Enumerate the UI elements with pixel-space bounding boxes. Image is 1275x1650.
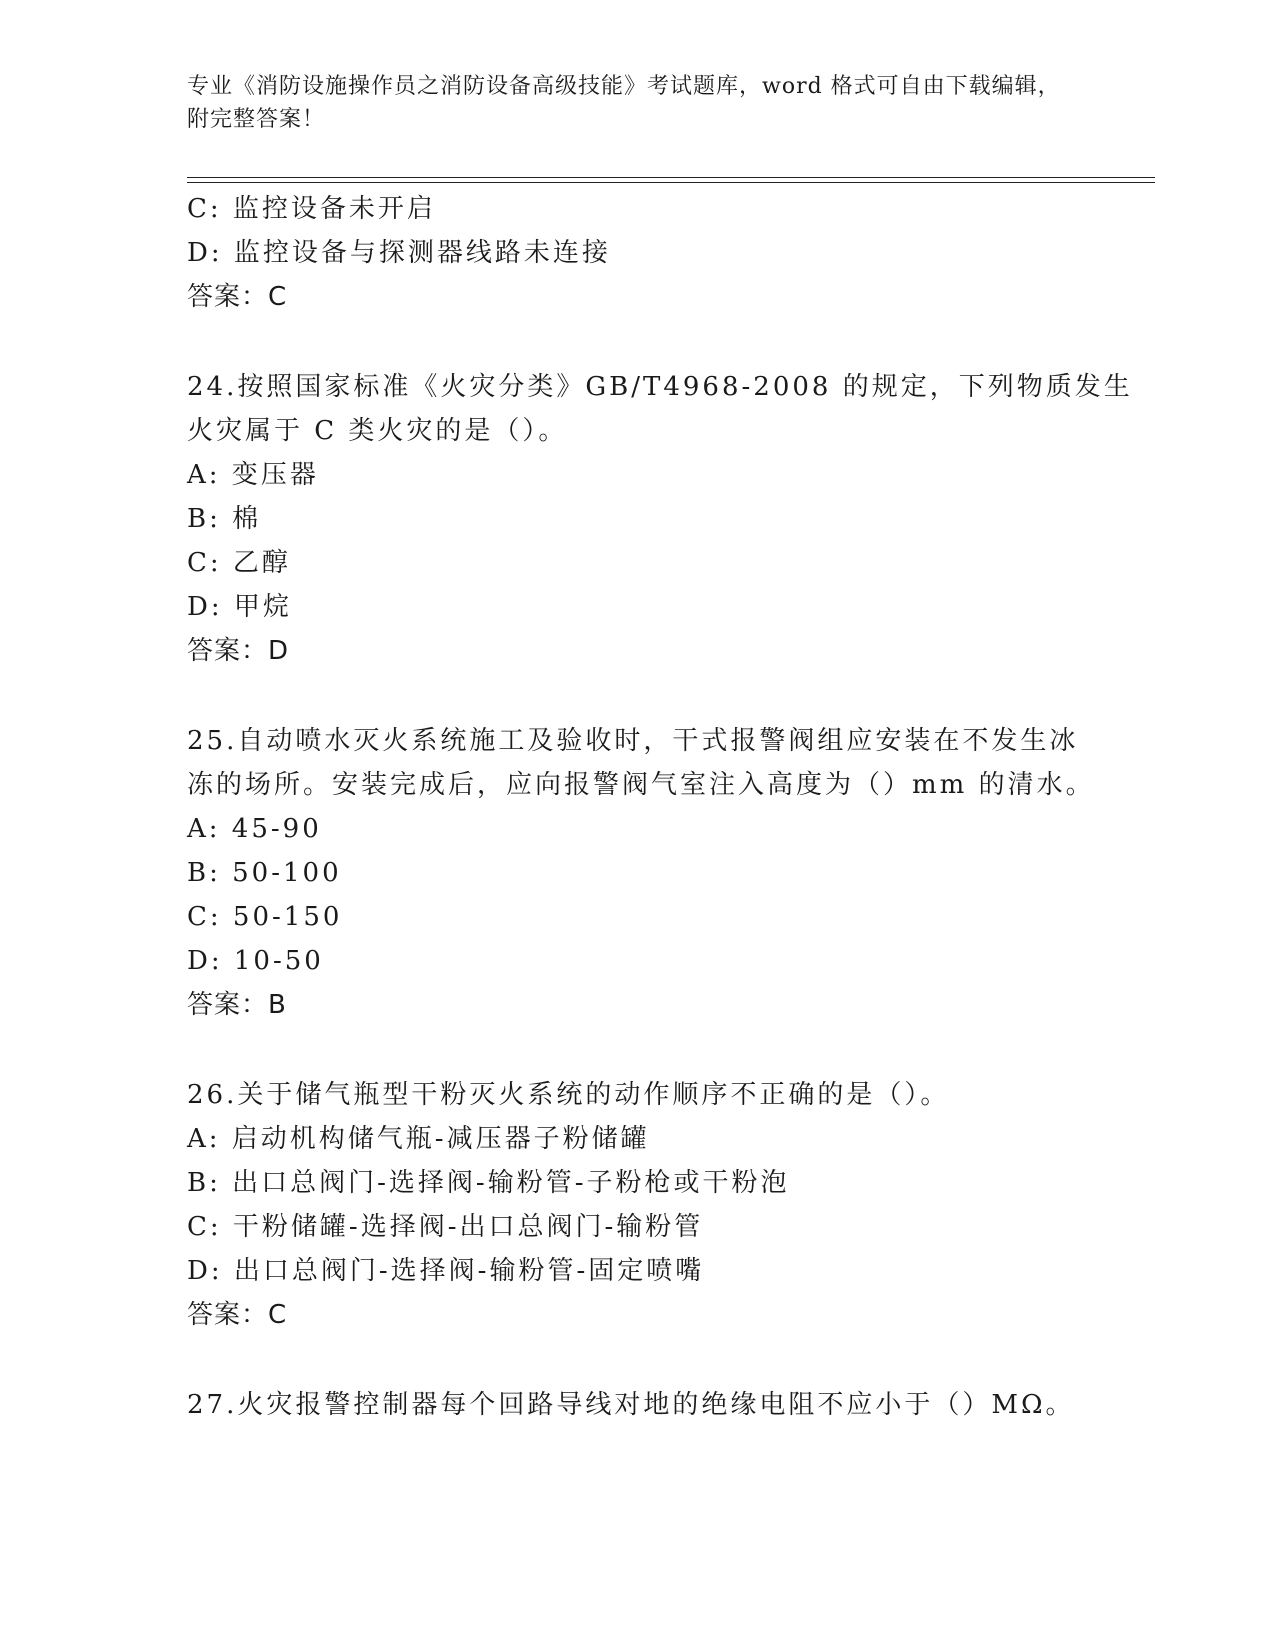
q24-stem-line1: 24.按照国家标准《火灾分类》GB/T4968-2008 的规定，下列物质发生 — [187, 372, 1133, 402]
q24-option-c: C: 乙醇 — [187, 548, 291, 578]
q26-option-d: D: 出口总阀门-选择阀-输粉管-固定喷嘴 — [187, 1256, 705, 1286]
q24-answer: 答案：D — [187, 636, 290, 666]
q24-option-b: B: 棉 — [187, 504, 262, 534]
document-header: 专业《消防设施操作员之消防设备高级技能》考试题库，word 格式可自由下载编辑，附完整答案！ — [187, 74, 1061, 132]
q26-stem-line1: 26.关于储气瓶型干粉灭火系统的动作顺序不正确的是（）。 — [187, 1080, 950, 1110]
q23-answer: 答案：C — [187, 282, 288, 312]
q26-answer: 答案：C — [187, 1300, 288, 1330]
q26-option-c: C: 干粉储罐-选择阀-出口总阀门-输粉管 — [187, 1212, 704, 1242]
q23-option-d: D: 监控设备与探测器线路未连接 — [187, 238, 611, 268]
q25-stem-line2: 冻的场所。安装完成后，应向报警阀气室注入高度为（）mm 的清水。 — [187, 770, 1095, 800]
q25-option-c: C: 50-150 — [187, 902, 343, 932]
q26-option-b: B: 出口总阀门-选择阀-输粉管-子粉枪或干粉泡 — [187, 1168, 790, 1198]
q25-option-b: B: 50-100 — [187, 858, 342, 888]
q27-stem-line1: 27.火灾报警控制器每个回路导线对地的绝缘电阻不应小于（）MΩ。 — [187, 1390, 1075, 1420]
q25-option-a: A: 45-90 — [187, 814, 322, 844]
header-divider-top — [187, 177, 1155, 178]
q25-stem-line1: 25.自动喷水灭火系统施工及验收时，干式报警阀组应安装在不发生冰 — [187, 726, 1079, 756]
q24-option-d: D: 甲烷 — [187, 592, 292, 622]
q26-option-a: A: 启动机构储气瓶-减压器子粉储罐 — [187, 1124, 650, 1154]
q23-option-c: C: 监控设备未开启 — [187, 194, 436, 224]
q25-answer: 答案：B — [187, 990, 287, 1020]
header-divider-bottom — [187, 182, 1155, 183]
q25-option-d: D: 10-50 — [187, 946, 324, 976]
q24-option-a: A: 变压器 — [187, 460, 319, 490]
q24-stem-line2: 火灾属于 C 类火灾的是（）。 — [187, 416, 568, 446]
